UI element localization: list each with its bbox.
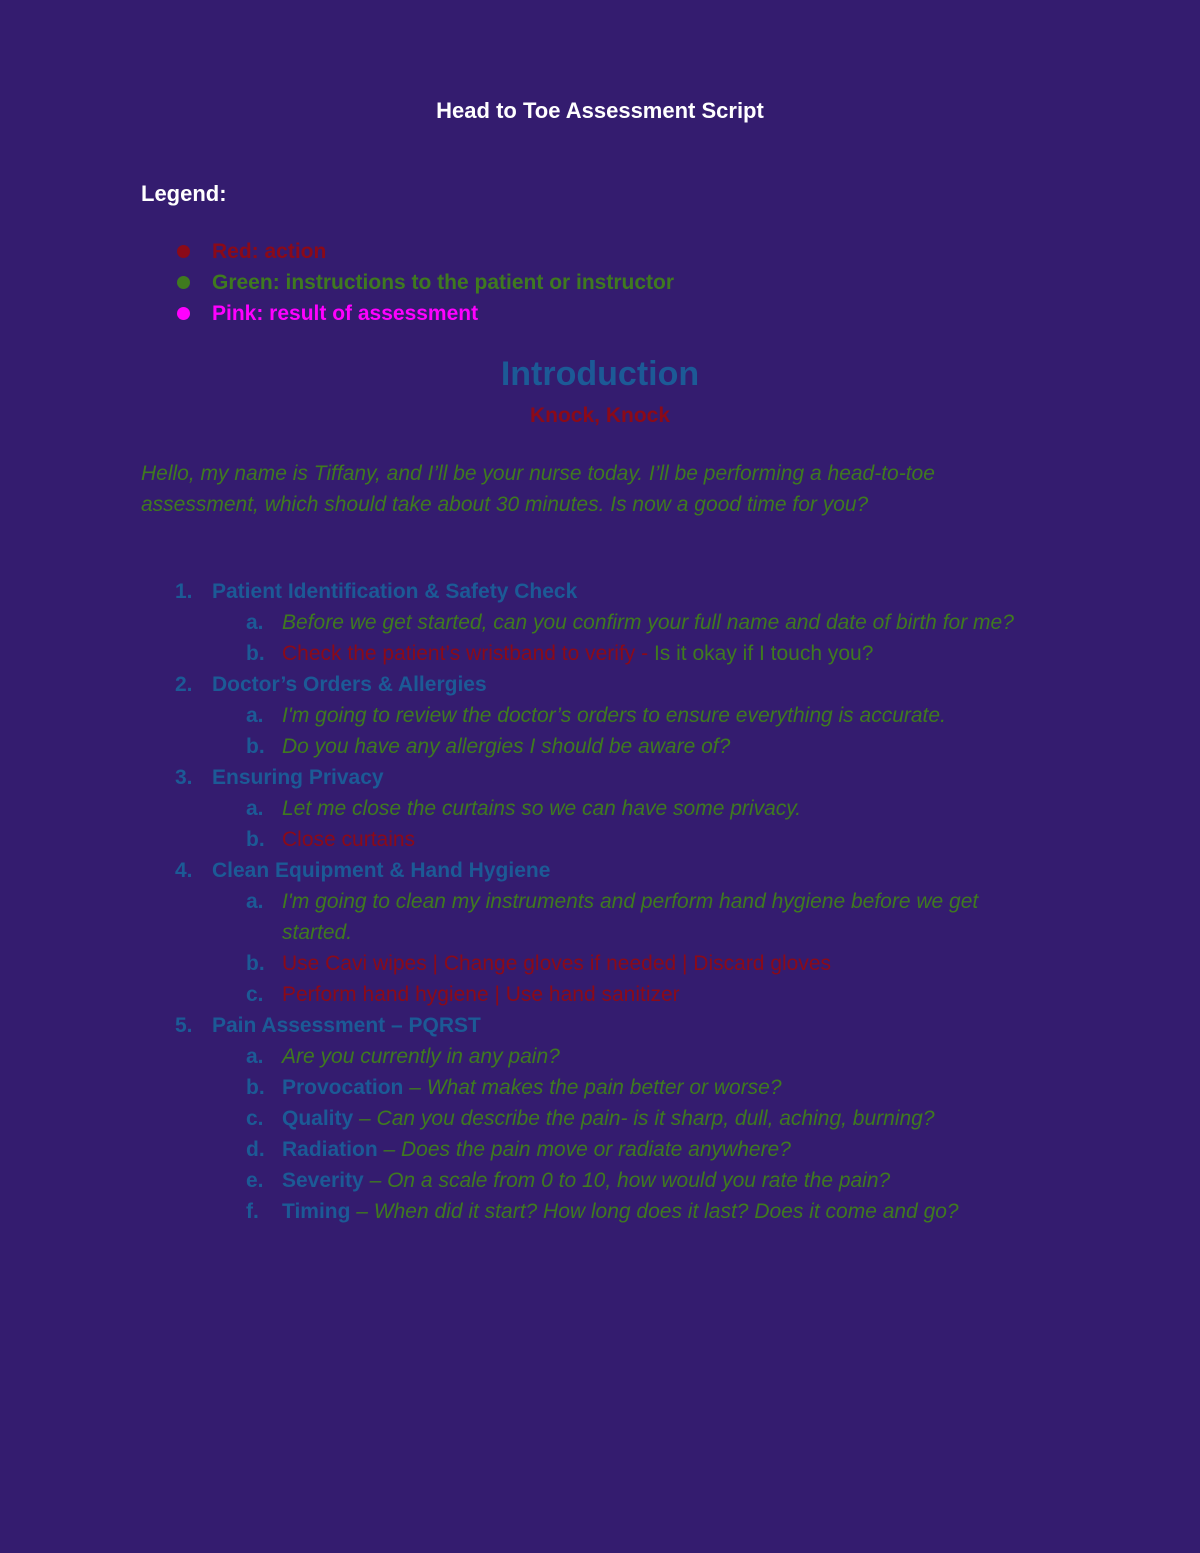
sub-text xyxy=(282,1196,1052,1227)
instruction-text: – Can you describe the pain- is it sharp, dull, aching, burning? xyxy=(353,1107,935,1130)
step-heading xyxy=(141,669,1061,700)
action-text: Close curtains xyxy=(282,828,416,851)
sub-text xyxy=(282,886,1052,948)
sub-text xyxy=(282,638,1052,669)
document-title: Head to Toe Assessment Script xyxy=(436,98,764,123)
pqrst-label: Timing xyxy=(282,1200,351,1223)
sub-text xyxy=(282,948,1052,979)
sub-text xyxy=(282,979,1052,1010)
instruction-text: Is it okay if I touch you? xyxy=(653,642,874,665)
sub-letter: e. xyxy=(246,1169,264,1192)
sub-letter: a. xyxy=(246,611,264,634)
instruction-text: – When did it start? How long does it last? Does it come and go? xyxy=(350,1200,959,1223)
sub-letter: a. xyxy=(246,797,264,820)
steps-list xyxy=(141,576,1061,1227)
sub-text xyxy=(282,824,1052,855)
legend-text: Red: action xyxy=(212,239,327,263)
sub-text xyxy=(282,1103,1052,1134)
sub-letter: c. xyxy=(246,1107,264,1130)
sub-item xyxy=(246,700,1061,731)
pqrst-label: Radiation xyxy=(282,1138,378,1161)
instruction-text: Let me close the curtains so we can have some privacy. xyxy=(282,797,802,820)
pqrst-label: Quality xyxy=(282,1107,354,1130)
sub-item xyxy=(246,979,1061,1010)
sub-text xyxy=(282,1072,1052,1103)
intro-text: Hello, my name is Tiffany, and I’ll be your nurse today. I’ll be performing a head-to-toe assessment, which should take about 30 minutes. Is now a good time for you? xyxy=(141,462,935,516)
sub-item xyxy=(246,607,1061,638)
sub-letter: a. xyxy=(246,704,264,727)
action-text: Check the patient’s wristband to verify - xyxy=(282,642,654,665)
pink-bullet-icon xyxy=(177,307,190,320)
instruction-text: Are you currently in any pain? xyxy=(282,1045,560,1068)
instruction-text: Before we get started, can you confirm your full name and date of birth for me? xyxy=(282,611,1014,634)
step-number: 4. xyxy=(175,859,193,882)
step-number: 1. xyxy=(175,580,193,603)
sub-text xyxy=(282,607,1052,638)
sub-item xyxy=(246,793,1061,824)
legend-item-pink xyxy=(177,298,674,329)
pqrst-label: Provocation xyxy=(282,1076,404,1099)
sub-text xyxy=(282,700,1052,731)
legend-text: Pink: result of assessment xyxy=(212,301,479,325)
step-number: 2. xyxy=(175,673,193,696)
sub-letter: f. xyxy=(246,1200,259,1223)
sub-item xyxy=(246,824,1061,855)
pqrst-label: Severity xyxy=(282,1169,364,1192)
instruction-text: Do you have any allergies I should be aware of? xyxy=(282,735,731,758)
sub-letter: d. xyxy=(246,1138,265,1161)
sub-letter: b. xyxy=(246,735,265,758)
red-bullet-icon xyxy=(177,245,190,258)
sub-letter: b. xyxy=(246,952,265,975)
action-text: Perform hand hygiene | Use hand sanitizer xyxy=(282,983,680,1006)
sub-letter: a. xyxy=(246,890,264,913)
section-heading: Introduction xyxy=(500,355,700,393)
sub-item xyxy=(246,1103,1061,1134)
step-title: Pain Assessment – PQRST xyxy=(212,1014,481,1037)
sub-item xyxy=(246,731,1061,762)
step-heading xyxy=(141,762,1061,793)
step-number: 3. xyxy=(175,766,193,789)
sub-letter: b. xyxy=(246,1076,265,1099)
sub-letter: b. xyxy=(246,828,265,851)
sub-text xyxy=(282,1041,1052,1072)
instruction-text: – What makes the pain better or worse? xyxy=(403,1076,782,1099)
legend-text: Green: instructions to the patient or instructor xyxy=(212,270,675,294)
sub-item xyxy=(246,1072,1061,1103)
sub-letter: a. xyxy=(246,1045,264,1068)
sub-item xyxy=(246,1134,1061,1165)
step-title: Ensuring Privacy xyxy=(212,766,384,789)
sub-text xyxy=(282,1134,1052,1165)
instruction-text: I'm going to review the doctor’s orders to ensure everything is accurate. xyxy=(282,704,946,727)
sub-item xyxy=(246,1041,1061,1072)
green-bullet-icon xyxy=(177,276,190,289)
step-heading xyxy=(141,855,1061,886)
sub-letter: b. xyxy=(246,642,265,665)
step-heading xyxy=(141,1010,1061,1041)
legend-item-green xyxy=(177,267,674,298)
step-title: Patient Identification & Safety Check xyxy=(212,580,578,603)
legend-list xyxy=(177,236,674,329)
instruction-text: – Does the pain move or radiate anywhere? xyxy=(377,1138,791,1161)
legend-label: Legend: xyxy=(141,181,227,206)
sub-text xyxy=(282,731,1052,762)
step-title: Doctor’s Orders & Allergies xyxy=(212,673,487,696)
sub-item xyxy=(246,1165,1061,1196)
step-heading xyxy=(141,576,1061,607)
sub-letter: c. xyxy=(246,983,264,1006)
instruction-text: I'm going to clean my instruments and perform hand hygiene before we get started. xyxy=(282,890,979,944)
action-text: Use Cavi wipes | Change gloves if needed | Discard gloves xyxy=(282,952,832,975)
sub-text xyxy=(282,793,1052,824)
instruction-text: – On a scale from 0 to 10, how would you rate the pain? xyxy=(363,1169,891,1192)
sub-item xyxy=(246,1196,1061,1227)
legend-item-red xyxy=(177,236,674,267)
sub-item xyxy=(246,638,1061,669)
step-number: 5. xyxy=(175,1014,193,1037)
sub-item xyxy=(246,886,1061,948)
knock-action: Knock, Knock xyxy=(529,404,671,427)
sub-item xyxy=(246,948,1061,979)
sub-text xyxy=(282,1165,1052,1196)
step-title: Clean Equipment & Hand Hygiene xyxy=(212,859,551,882)
